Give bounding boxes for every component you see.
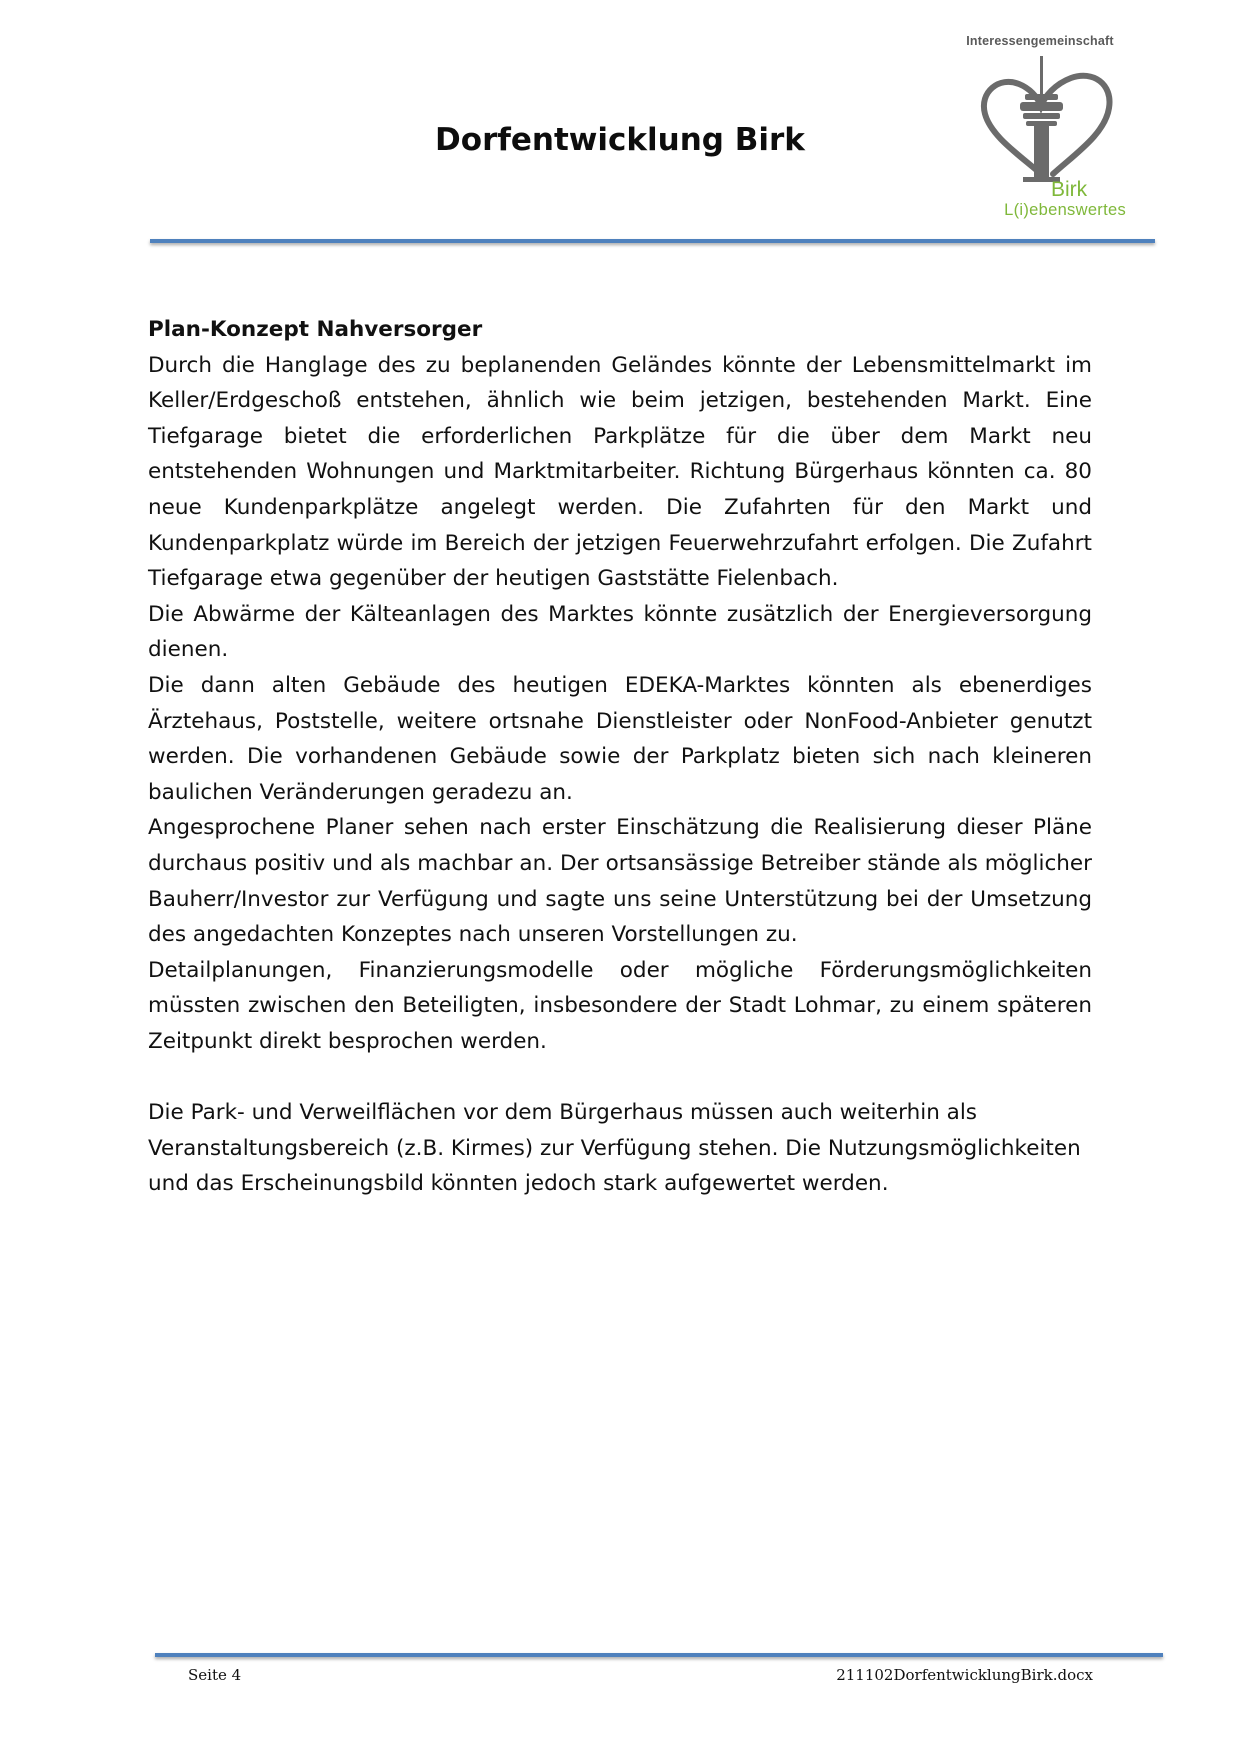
page-number: Seite 4 xyxy=(188,1666,242,1684)
paragraph: Die dann alten Gebäude des heutigen EDEKA-Marktes könnten als ebenerdiges Ärztehaus, Poststelle, weitere ortsnahe Dienstleister oder NonFood-Anbieter genutzt werden. Die vorhandenen Gebäude sowie der Parkplatz bieten sich nach kleineren baulichen Veränderungen geradezu an. xyxy=(148,672,1092,805)
logo xyxy=(955,28,1125,228)
paragraph: Die Abwärme der Kälteanlagen des Marktes könnte zusätzlich der Energieversorgung dienen. xyxy=(148,601,1092,663)
file-name: 211102DorfentwicklungBirk.docx xyxy=(836,1666,1093,1684)
page-title: Dorfentwicklung Birk xyxy=(435,122,805,158)
paragraph: Detailplanungen, Finanzierungsmodelle oder mögliche Förderungsmöglichkeiten müssten zwischen den Beteiligten, insbesondere der Stadt Lohmar, zu einem späteren Zeitpunkt direkt besprochen werden. xyxy=(148,957,1092,1054)
logo-name: Birk xyxy=(1051,178,1088,201)
document-body xyxy=(148,312,1092,1202)
footer-divider xyxy=(155,1653,1163,1657)
tower-heart-icon xyxy=(963,56,1123,186)
section-heading: Plan-Konzept Nahversorger xyxy=(148,317,483,342)
paragraph: Angesprochene Planer sehen nach erster Einschätzung die Realisierung dieser Pläne durchaus positiv und als machbar an. Der ortsansässige Betreiber stände als möglicher Bauherr/Investor zur Verfügung und sagte uns seine Unterstützung bei der Umsetzung des angedachten Konzeptes nach unseren Vorstellungen zu. xyxy=(148,815,1092,948)
paragraph-spacer xyxy=(148,1059,1092,1095)
header-divider xyxy=(150,239,1155,243)
logo-org-name: Interessengemeinschaft xyxy=(966,34,1114,48)
logo-tagline: L(i)ebenswertes xyxy=(1004,201,1126,219)
closing-paragraph: Die Park- und Verweilflächen vor dem Bürgerhaus müssen auch weiterhin als Veranstaltungsbereich (z.B. Kirmes) zur Verfügung stehen. Die Nutzungsmöglichkeiten und das Erscheinungsbild könnten jedoch stark aufgewertet werden. xyxy=(148,1100,1081,1197)
paragraph: Durch die Hanglage des zu beplanenden Geländes könnte der Lebensmittelmarkt im Keller/Erdgeschoß entstehen, ähnlich wie beim jetzigen, bestehenden Markt. Eine Tiefgarage bietet die erforderlichen Parkplätze für die über dem Markt neu entstehenden Wohnungen und Marktmitarbeiter. Richtung Bürgerhaus könnten ca. 80 neue Kundenparkplätze angelegt werden. Die Zufahrten für den Markt und Kundenparkplatz würde im Bereich der jetzigen Feuerwehrzufahrt erfolgen. Die Zufahrt Tiefgarage etwa gegenüber der heutigen Gaststätte Fielenbach. xyxy=(148,352,1092,592)
